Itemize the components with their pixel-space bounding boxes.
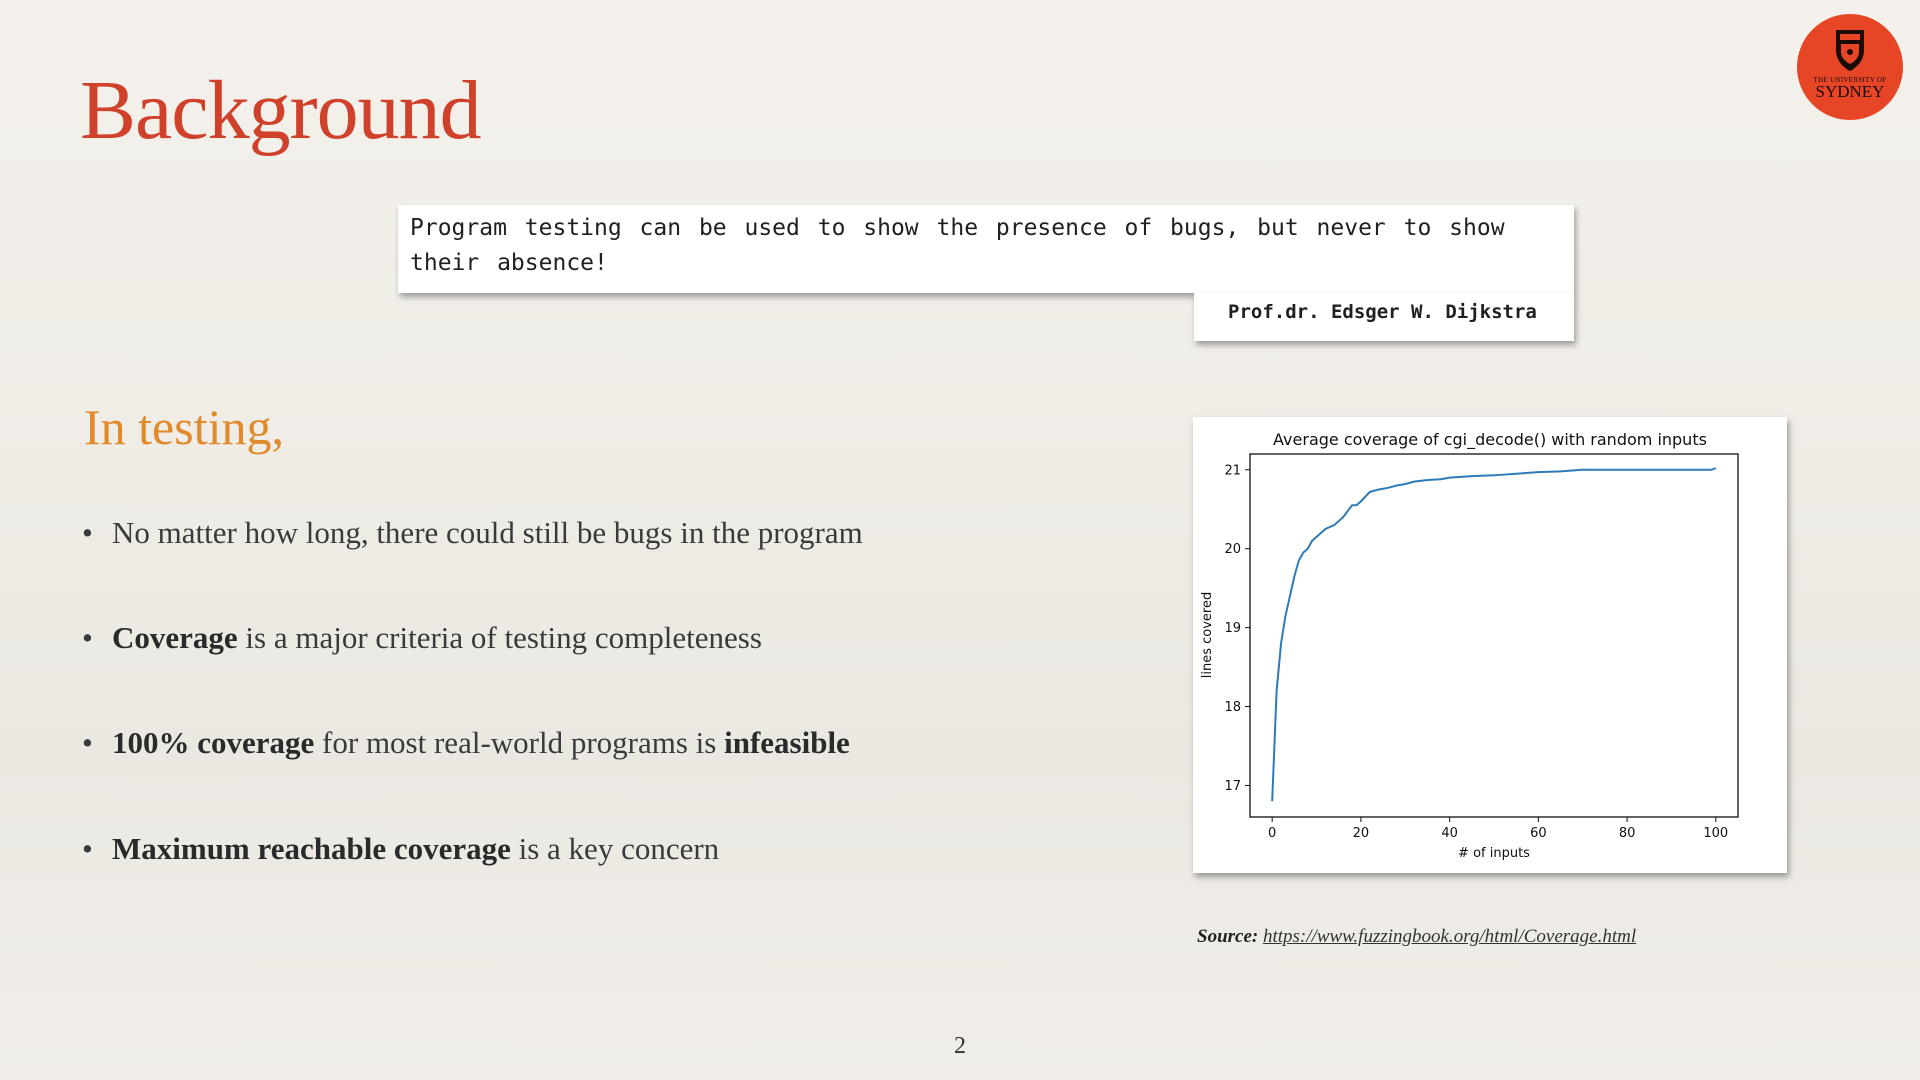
bullet-icon: • [82,620,93,655]
chart-xtick-label: 40 [1441,826,1458,841]
chart-ytick-label: 19 [1224,621,1241,637]
chart-xtick-label: 100 [1703,826,1729,841]
chart-xtick-label: 20 [1352,826,1370,841]
slide-title: Background [80,64,481,157]
bullet-text: is a major criteria of testing completeness [237,620,762,655]
chart-title: Average coverage of cgi_decode() with random inputs [1273,430,1707,449]
logo-text-small: THE UNIVERSITY OF [1813,76,1887,84]
bullet-bold-text: 100% coverage [112,725,315,760]
source-label: Source: [1197,926,1259,947]
chart-ytick-label: 18 [1224,700,1241,716]
chart-ticks [1224,463,1728,841]
source-citation [1197,926,1636,948]
bullet-icon: • [82,515,93,550]
quote-author-box [1194,293,1574,341]
bullet-item [82,515,863,551]
chart-xtick-label: 0 [1268,826,1277,841]
chart-xtick-label: 80 [1618,826,1636,841]
quote-box [398,205,1574,293]
chart-series-line [1272,468,1716,801]
bullet-bold-text: Maximum reachable coverage [112,831,511,866]
chart-ytick-label: 20 [1224,542,1241,558]
bullet-icon: • [82,831,93,866]
chart-ylabel: lines covered [1200,591,1215,679]
section-subheading: In testing, [84,399,284,455]
bullet-text: No matter how long, there could still be bugs in the program [112,515,863,550]
chart-ytick-label: 17 [1224,778,1241,794]
bullet-item [82,725,850,761]
bullet-bold-text: infeasible [724,725,850,760]
bullet-bold-text: Coverage [112,620,238,655]
page-number: 2 [954,1033,966,1059]
logo-text-big: SYDNEY [1815,82,1885,101]
bullet-text: for most real-world programs is [314,725,725,760]
bullet-text: is a key concern [510,831,720,866]
chart-svg [1193,417,1787,873]
source-link[interactable]: https://www.fuzzingbook.org/html/Coverage.html [1262,926,1637,947]
crest-icon [1834,28,1866,72]
coverage-chart [1193,417,1787,873]
chart-plot-area [1250,454,1738,817]
chart-ytick-label: 21 [1224,463,1241,479]
bullet-item [82,831,719,867]
quote-author: Prof.dr. Edsger W. Dijkstra [1228,301,1537,323]
university-logo [1797,14,1903,120]
quote-text: Program testing can be used to show the presence of bugs, but never to show their absence! [410,215,1505,276]
chart-xtick-label: 60 [1530,826,1547,841]
bullet-icon: • [82,725,93,760]
chart-xlabel: # of inputs [1458,846,1530,861]
bullet-item [82,620,762,656]
